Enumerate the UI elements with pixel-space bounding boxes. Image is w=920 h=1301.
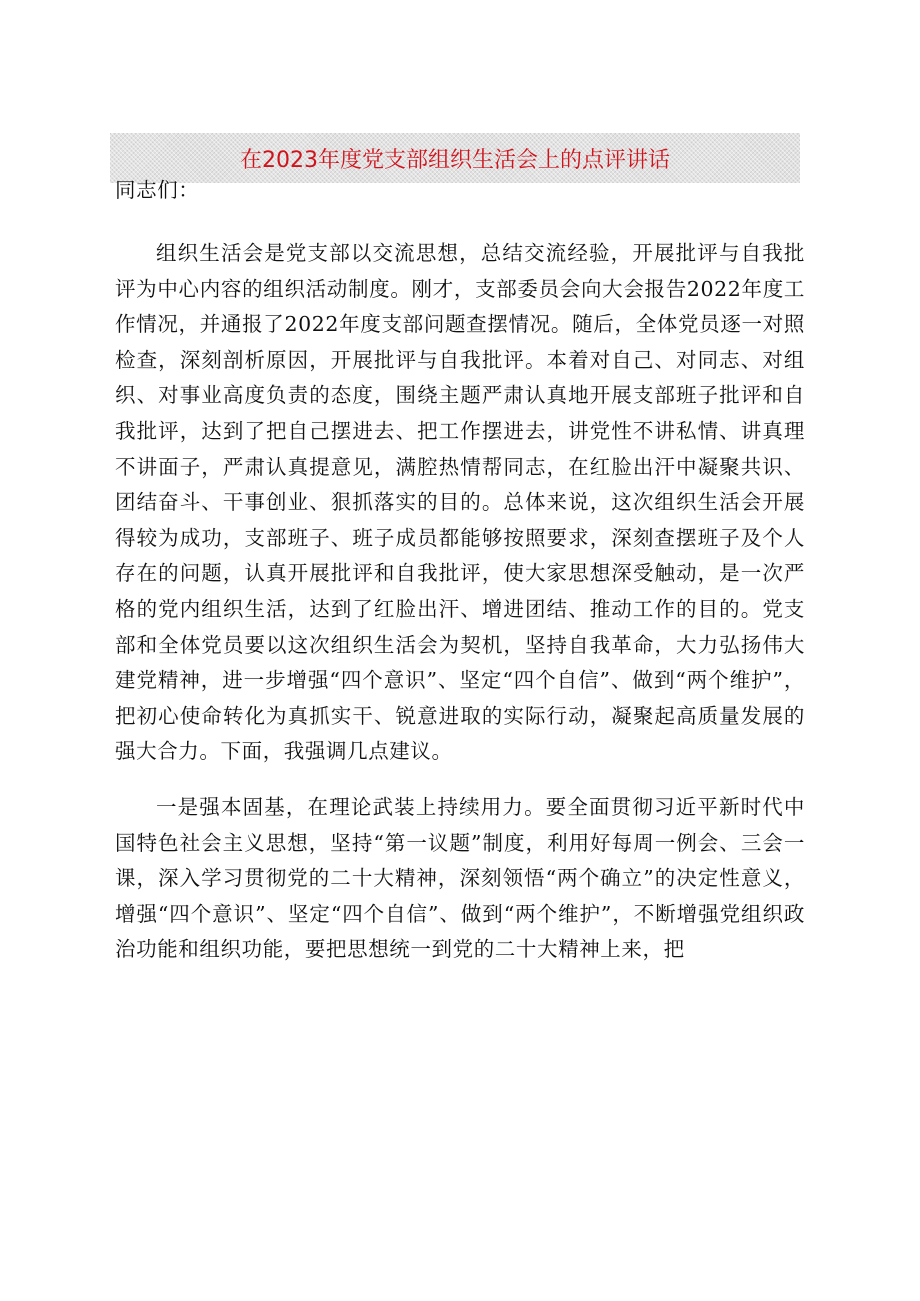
paragraph-intro: 组织生活会是党支部以交流思想，总结交流经验，开展批评与自我批评为中心内容的组织活动制度。刚才，支部委员会向大会报告2022年度工作情况，并通报了2022年度支部问题查摆情况。随后，全体党员逐一对照检查，深刻剖析原因，开展批评与自我批评。本着对自己、对同志、对组织、对事业高度负责的态度，围绕主题严肃认真地开展支部班子批评和自我批评，达到了把自己摆进去、把工作摆进去，讲党性不讲私情、讲真理不讲面子，严肃认真提意见，满腔热情帮同志，在红脸出汗中凝聚共识、团结奋斗、干事创业、狠抓落实的目的。总体来说，这次组织生活会开展得较为成功，支部班子、班子成员都能够按照要求，深刻查摆班子及个人存在的问题，认真开展批评和自我批评，使大家思想深受触动，是一次严格的党内组织生活，达到了红脸出汗、增进团结、推动工作的目的。党支部和全体党员要以这次组织生活会为契机，坚持自我革命，大力弘扬伟大建党精神，进一步增强“四个意识”、坚定“四个自信”、做到“两个维护”，把初心使命转化为真抓实干、锐意进取的实际行动，凝聚起高质量发展的强大合力。下面，我强调几点建议。 [115, 241, 805, 764]
paragraph-point-one: 一是强本固基，在理论武装上持续用力。要全面贯彻习近平新时代中国特色社会主义思想，坚持“第一议题”制度，利用好每周一例会、三会一课，深入学习贯彻党的二十大精神，深刻领悟“两个确立”的决定性意义，增强“四个意识”、坚定“四个自信”、做到“两个维护”，不断增强党组织政治功能和组织功能，要把思想统一到党的二十大精神上来，把 [115, 794, 805, 962]
document-title: 在2023年度党支部组织生活会上的点评讲话 [240, 147, 670, 173]
salutation: 同志们： [115, 178, 200, 202]
document-body [115, 172, 805, 968]
